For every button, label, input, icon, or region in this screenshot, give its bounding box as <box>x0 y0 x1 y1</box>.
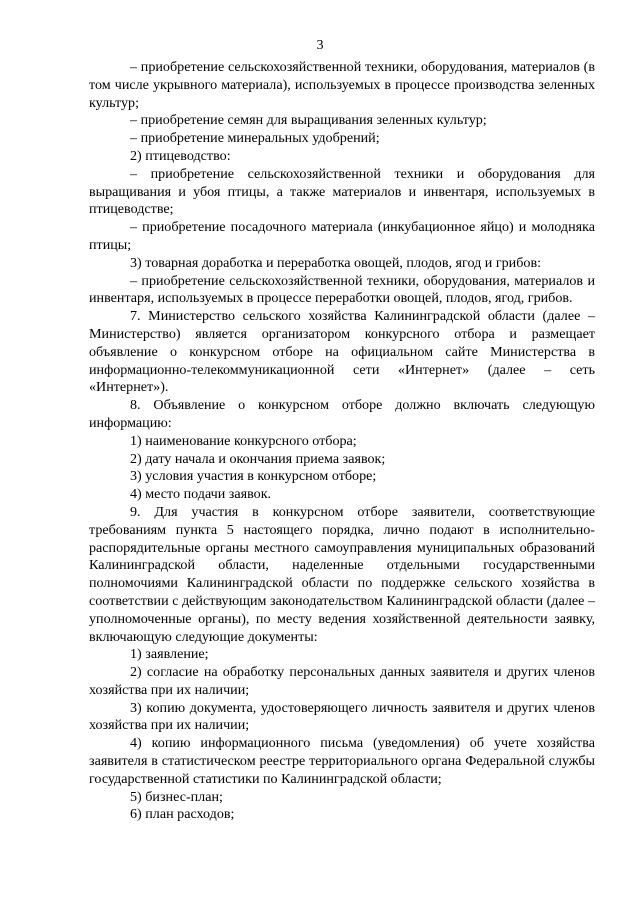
paragraph: – приобретение минеральных удобрений; <box>130 130 380 147</box>
paragraph: 2) согласие на обработку персональных данных заявителя и других членов хозяйства при их наличии; <box>89 664 595 698</box>
paragraph: – приобретение сельскохозяйственной техники и оборудования для выращивания и убоя птицы, а также материалов и инвентаря, используемых в птицеводстве; <box>89 165 595 218</box>
paragraph: – приобретение посадочного материала (инкубационное яйцо) и молодняка птицы; <box>89 219 595 253</box>
paragraph: – приобретение сельскохозяйственной техники, оборудования, материалов и инвентаря, используемых в процессе переработки овощей, плодов, ягод, грибов. <box>89 272 595 307</box>
document-body <box>89 59 595 824</box>
paragraph: 2) дату начала и окончания приема заявок; <box>130 450 386 467</box>
paragraph: 3) условия участия в конкурсном отборе; <box>130 468 377 485</box>
paragraph: 1) наименование конкурсного отбора; <box>130 432 357 449</box>
paragraph: 2) птицеводство: <box>130 147 231 164</box>
page-number: 3 <box>316 37 324 53</box>
paragraph: – приобретение сельскохозяйственной техники, оборудования, материалов (в том числе укрывного материала), используемых в процессе производства зеленных культур; <box>89 59 595 111</box>
paragraph: 9. Для участия в конкурсном отборе заявители, соответствующие требованиям пункта 5 настоящего порядка, лично подают в исполнительно-распорядительные органы местного самоуправления муниципальных образований Калининградской области, наделенные отдельными государственными полномочиями Калининградской области по поддержке сельского хозяйства в соответствии с действующим законодательством Калининградской области (далее – уполномоченные органы), по месту ведения хозяйственной деятельности заявку, включающую следующие документы: <box>89 503 595 645</box>
paragraph: 7. Министерство сельского хозяйства Калининградской области (далее – Министерство) является организатором конкурсного отбора и размещает объявление о конкурсном отборе на официальном сайте Министерства в информационно-телекоммуникационной сети «Интернет» (далее – сеть «Интернет»). <box>89 308 595 396</box>
paragraph: 5) бизнес-план; <box>130 788 223 805</box>
paragraph: 3) копию документа, удостоверяющего личность заявителя и других членов хозяйства при их наличии; <box>89 699 595 734</box>
paragraph: 6) план расходов; <box>130 806 235 823</box>
paragraph: 3) товарная доработка и переработка овощей, плодов, ягод и грибов: <box>130 254 542 271</box>
paragraph: 8. Объявление о конкурсном отборе должно включать следующую информацию: <box>89 397 595 431</box>
paragraph: 1) заявление; <box>130 646 209 663</box>
paragraph: 4) место подачи заявок. <box>130 486 272 503</box>
paragraph: 4) копию информационного письма (уведомления) об учете хозяйства заявителя в статистическом реестре территориального органа Федеральной службы государственной статистики по Калининградской области; <box>89 735 595 787</box>
paragraph: – приобретение семян для выращивания зеленных культур; <box>130 112 487 129</box>
